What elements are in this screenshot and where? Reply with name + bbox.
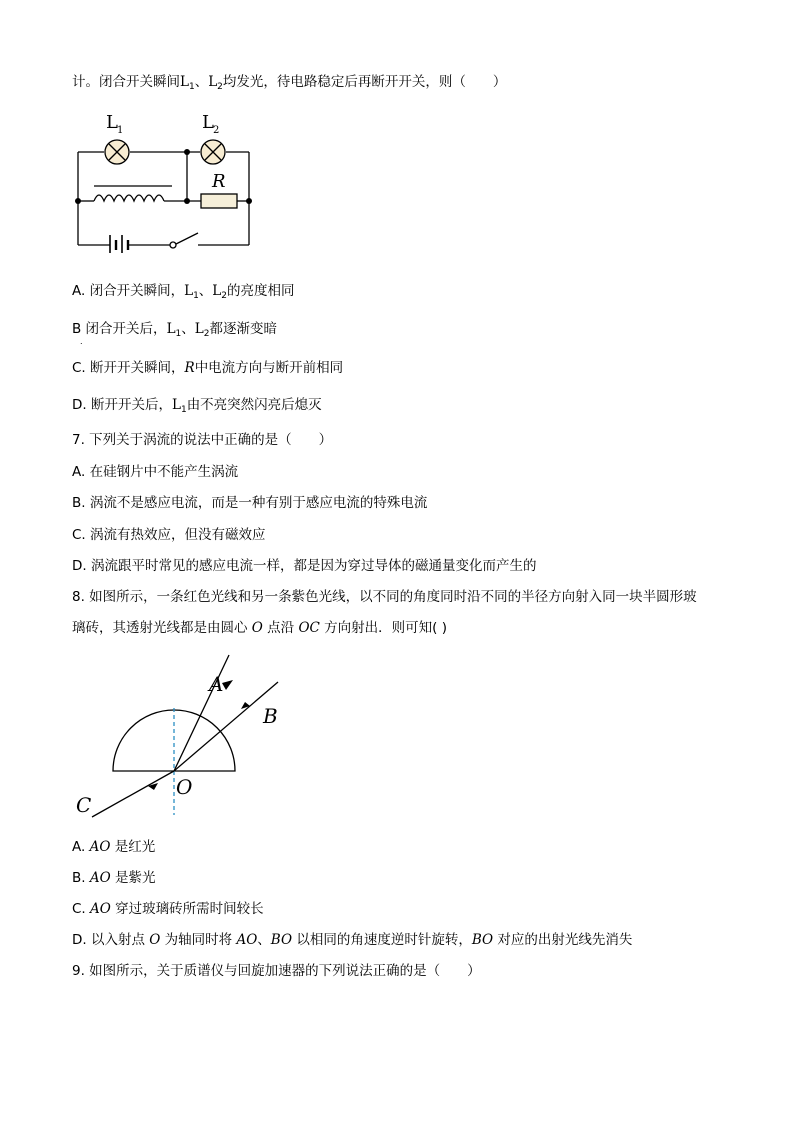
label-b: B [263, 704, 278, 728]
label-l1: L [106, 112, 118, 133]
q7-option-b: B. 涡流不是感应电流，而是一种有别于感应电流的特殊电流 [72, 495, 428, 511]
q6-option-b-dot: . [80, 337, 83, 346]
q9-stem: 9. 如图所示，关于质谱仪与回旋加速器的下列说法正确的是（ ） [72, 963, 481, 979]
semicircle-glass-diagram [70, 650, 290, 820]
label-a: A [209, 672, 224, 696]
lamp-l2 [201, 140, 225, 164]
q6-stem: 计。闭合开关瞬间$L_1$、$L_2$均发光，待电路稳定后再断开开关，则（ ） [72, 74, 507, 92]
q6-option-b: B 闭合开关后，$L_1$、$L_2$都逐渐变暗 [72, 321, 277, 339]
q8-option-b: B. AO 是紫光 [72, 870, 156, 886]
q8-stem-line2: 璃砖，其透射光线都是由圆心 O 点沿 OC 方向射出．则可知( ) [72, 620, 447, 636]
q6-option-c: C. 断开开关瞬间，R中电流方向与断开前相同 [72, 360, 344, 376]
q7-option-a: A. 在硅钢片中不能产生涡流 [72, 464, 239, 480]
label-l1-sub: 1 [117, 125, 124, 136]
q8-option-c: C. AO 穿过玻璃砖所需时间较长 [72, 901, 264, 917]
q7-option-c: C. 涡流有热效应，但没有磁效应 [72, 527, 266, 543]
label-r: R [212, 171, 226, 192]
label-l2: L [202, 112, 214, 133]
circuit-diagram [66, 108, 266, 253]
label-o: O [176, 775, 193, 799]
q8-stem-line1: 8. 如图所示，一条红色光线和另一条紫色光线，以不同的角度同时沿不同的半径方向射入同一块半圆形玻 [72, 589, 697, 605]
q7-stem: 7. 下列关于涡流的说法中正确的是（ ） [72, 432, 333, 448]
q6-option-a: A. 闭合开关瞬间，$L_1$、$L_2$的亮度相同 [72, 283, 295, 301]
lamp-l1 [105, 140, 129, 164]
label-c: C [76, 793, 92, 817]
q8-option-d: D. 以入射点 O 为轴同时将 AO、BO 以相同的角速度逆时针旋转，BO 对应的出射光线先消失 [72, 932, 633, 948]
q7-option-d: D. 涡流跟平时常见的感应电流一样，都是因为穿过导体的磁通量变化而产生的 [72, 558, 537, 574]
q8-option-a: A. AO 是红光 [72, 839, 156, 855]
label-l2-sub: 2 [213, 125, 220, 136]
q6-option-d: D. 断开开关后，$L_1$由不亮突然闪亮后熄灭 [72, 397, 322, 415]
